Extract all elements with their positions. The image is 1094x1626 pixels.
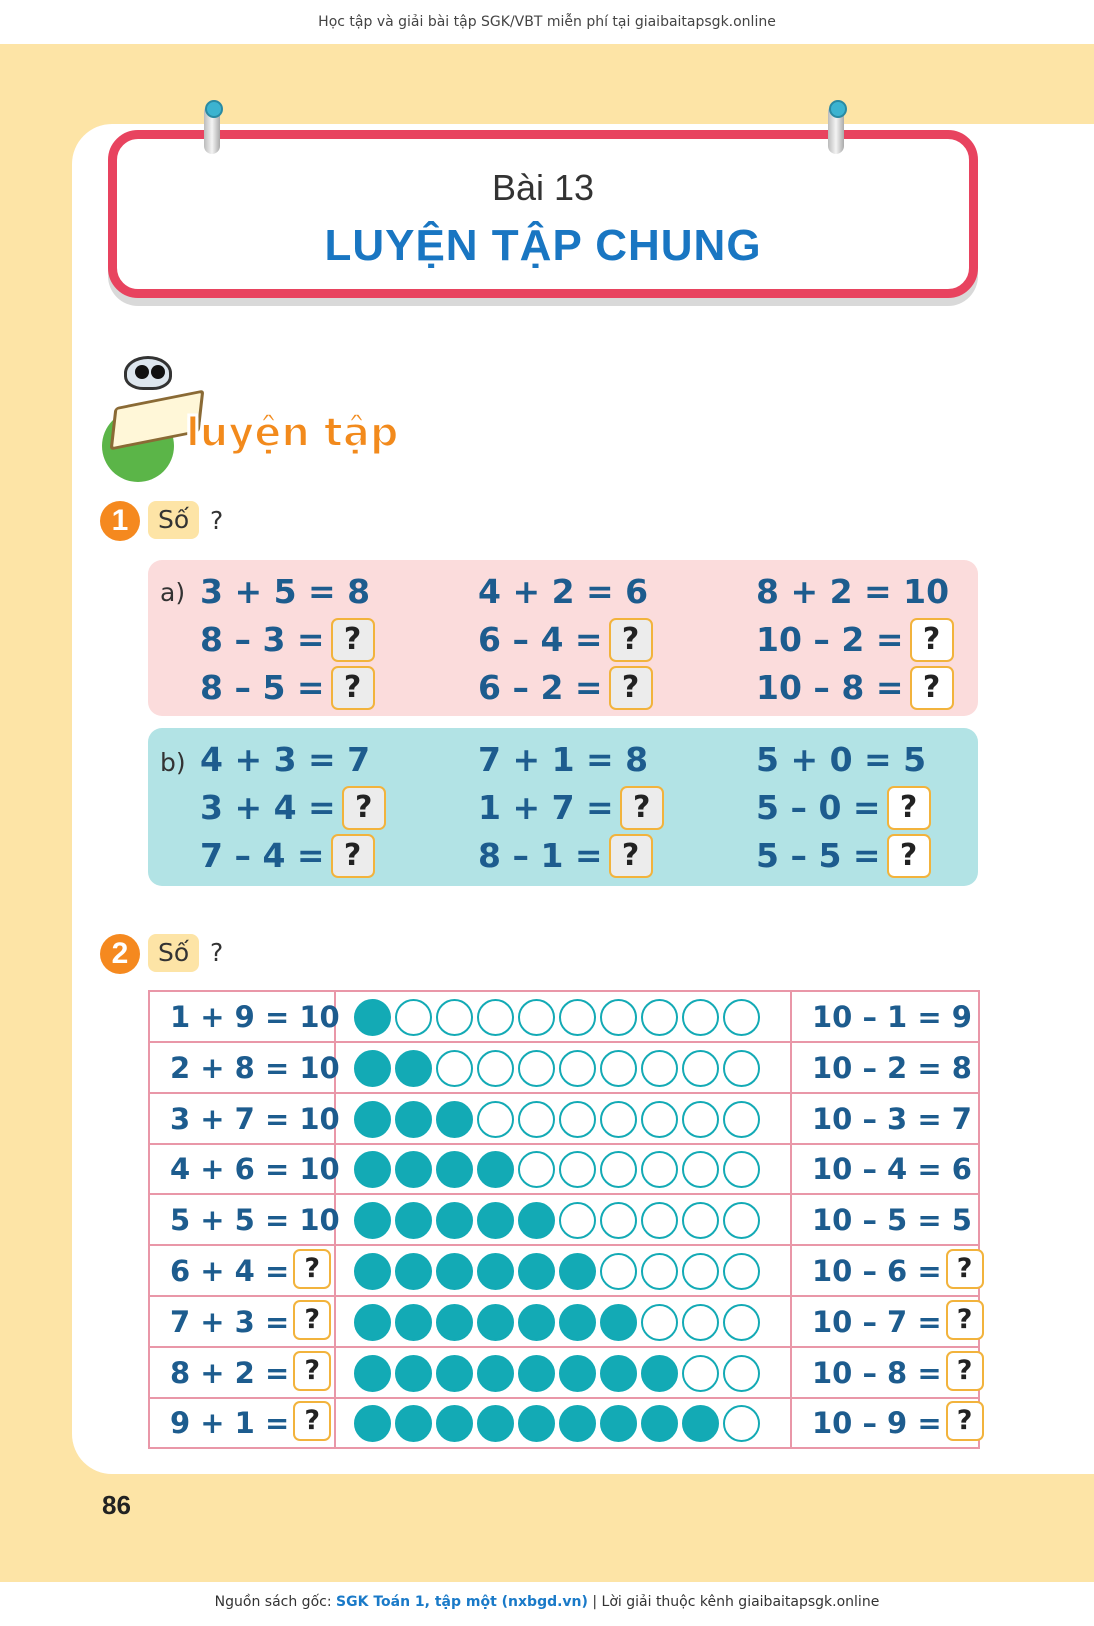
table-row xyxy=(150,1398,978,1449)
empty-dot-icon xyxy=(559,1202,596,1239)
empty-dot-icon xyxy=(559,1050,596,1087)
answer-box[interactable]: ? xyxy=(887,786,931,830)
table-row xyxy=(150,1348,978,1399)
equation-text: 8 – 5 = xyxy=(200,668,325,707)
subtraction-text: 10 – 8 = xyxy=(812,1355,942,1390)
empty-dot-icon xyxy=(723,1304,760,1341)
dots-cell xyxy=(336,1043,792,1092)
equation xyxy=(200,834,375,878)
dots-cell xyxy=(336,1094,792,1143)
empty-dot-icon xyxy=(641,1151,678,1188)
subtraction-text: 10 – 2 = 8 xyxy=(812,1050,972,1085)
empty-dot-icon xyxy=(723,1151,760,1188)
dots-cell xyxy=(336,992,792,1041)
empty-dot-icon xyxy=(395,999,432,1036)
lesson-title: LUYỆN TẬP CHUNG xyxy=(324,221,762,270)
subtraction-text: 10 – 3 = 7 xyxy=(812,1101,972,1136)
filled-dot-icon xyxy=(436,1253,473,1290)
empty-dot-icon xyxy=(518,1050,555,1087)
binder-ring-icon xyxy=(204,104,220,154)
empty-dot-icon xyxy=(682,1050,719,1087)
equation xyxy=(478,834,653,878)
empty-dot-icon xyxy=(723,1101,760,1138)
filled-dot-icon xyxy=(600,1405,637,1442)
binder-ring-icon xyxy=(828,104,844,154)
filled-dot-icon xyxy=(682,1405,719,1442)
answer-box[interactable]: ? xyxy=(609,834,653,878)
answer-box[interactable]: ? xyxy=(331,834,375,878)
addition-cell xyxy=(150,1094,340,1143)
empty-dot-icon xyxy=(559,1101,596,1138)
addition-cell xyxy=(150,1297,336,1346)
empty-dot-icon xyxy=(682,1101,719,1138)
answer-box[interactable]: ? xyxy=(342,786,386,830)
filled-dot-icon xyxy=(518,1405,555,1442)
table-row xyxy=(150,1094,978,1145)
filled-dot-icon xyxy=(436,1355,473,1392)
exercise1-part-b xyxy=(148,728,978,886)
filled-dot-icon xyxy=(518,1304,555,1341)
table-row xyxy=(150,1144,978,1195)
section-label: luyện tập xyxy=(186,410,399,456)
answer-box[interactable]: ? xyxy=(293,1401,331,1441)
empty-dot-icon xyxy=(641,1101,678,1138)
empty-dot-icon xyxy=(723,1253,760,1290)
addition-text: 1 + 9 = 10 xyxy=(170,1000,340,1034)
filled-dot-icon xyxy=(354,1101,391,1138)
empty-dot-icon xyxy=(682,1304,719,1341)
equation-text: 6 – 4 = xyxy=(478,620,603,659)
dots-cell xyxy=(336,1398,792,1449)
equation-text: 7 – 4 = xyxy=(200,836,325,875)
filled-dot-icon xyxy=(354,1304,391,1341)
answer-box[interactable]: ? xyxy=(609,666,653,710)
equation-text: 3 + 5 = 8 xyxy=(200,572,371,611)
filled-dot-icon xyxy=(436,1405,473,1442)
filled-dot-icon xyxy=(477,1151,514,1188)
addition-text: 5 + 5 = 10 xyxy=(170,1203,340,1238)
equation-text: 5 + 0 = 5 xyxy=(756,740,927,779)
equation-text: 5 – 5 = xyxy=(756,836,881,875)
filled-dot-icon xyxy=(559,1355,596,1392)
subtraction-text: 10 – 5 = 5 xyxy=(812,1203,972,1238)
filled-dot-icon xyxy=(477,1405,514,1442)
exercise-question-mark: ? xyxy=(210,506,224,535)
filled-dot-icon xyxy=(436,1151,473,1188)
equation xyxy=(756,618,954,662)
addition-text: 4 + 6 = 10 xyxy=(170,1152,340,1187)
filled-dot-icon xyxy=(354,1050,391,1087)
equation xyxy=(200,786,386,830)
subtraction-text: 10 – 1 = 9 xyxy=(812,1000,972,1034)
addition-cell xyxy=(150,1195,340,1244)
part-label: b) xyxy=(160,748,186,777)
header-note: Học tập và giải bài tập SGK/VBT miễn phí tại giaibaitapsgk.online xyxy=(318,14,776,30)
empty-dot-icon xyxy=(641,1202,678,1239)
filled-dot-icon xyxy=(395,1202,432,1239)
answer-box[interactable]: ? xyxy=(887,834,931,878)
equation xyxy=(756,666,954,710)
exercise-tag: Số xyxy=(148,934,199,972)
subtraction-cell xyxy=(792,1043,978,1092)
dots-cell xyxy=(336,1297,792,1346)
empty-dot-icon xyxy=(518,1151,555,1188)
addition-text: 8 + 2 = xyxy=(170,1355,290,1390)
subtraction-cell xyxy=(792,1297,978,1346)
filled-dot-icon xyxy=(395,1405,432,1442)
filled-dot-icon xyxy=(354,1405,391,1442)
answer-box[interactable]: ? xyxy=(910,618,954,662)
subtraction-cell xyxy=(792,1398,978,1449)
addition-cell xyxy=(150,1348,336,1397)
empty-dot-icon xyxy=(723,1405,760,1442)
footer-prefix: Nguồn sách gốc: xyxy=(214,1594,337,1610)
empty-dot-icon xyxy=(682,999,719,1036)
subtraction-text: 10 – 7 = xyxy=(812,1304,942,1339)
filled-dot-icon xyxy=(559,1304,596,1341)
robot-mascot-icon xyxy=(124,356,172,390)
equation-text: 3 + 4 = xyxy=(200,788,336,827)
number-bond-table xyxy=(148,990,980,1449)
filled-dot-icon xyxy=(477,1355,514,1392)
equation xyxy=(478,666,653,710)
filled-dot-icon xyxy=(477,1304,514,1341)
filled-dot-icon xyxy=(641,1355,678,1392)
empty-dot-icon xyxy=(682,1355,719,1392)
filled-dot-icon xyxy=(600,1304,637,1341)
empty-dot-icon xyxy=(600,999,637,1036)
subtraction-text: 10 – 4 = 6 xyxy=(812,1152,972,1187)
answer-box[interactable]: ? xyxy=(946,1351,984,1391)
subtraction-cell xyxy=(792,1144,978,1193)
equation-text: 1 + 7 = xyxy=(478,788,614,827)
answer-box[interactable]: ? xyxy=(293,1351,331,1391)
equation xyxy=(200,618,375,662)
footer-suffix: | Lời giải thuộc kênh giaibaitapsgk.online xyxy=(587,1594,880,1610)
dots-cell xyxy=(336,1246,792,1295)
filled-dot-icon xyxy=(559,1405,596,1442)
addition-text: 7 + 3 = xyxy=(170,1304,290,1339)
equation-text: 5 – 0 = xyxy=(756,788,881,827)
addition-cell xyxy=(150,1246,336,1295)
filled-dot-icon xyxy=(395,1101,432,1138)
subtraction-text: 10 – 6 = xyxy=(812,1254,942,1288)
empty-dot-icon xyxy=(477,999,514,1036)
addition-text: 6 + 4 = xyxy=(170,1254,290,1288)
equation xyxy=(200,738,370,782)
filled-dot-icon xyxy=(395,1355,432,1392)
page-number: 86 xyxy=(102,1490,131,1520)
addition-cell xyxy=(150,1398,336,1449)
dots-cell xyxy=(336,1144,792,1193)
empty-dot-icon xyxy=(477,1101,514,1138)
filled-dot-icon xyxy=(395,1151,432,1188)
answer-box[interactable]: ? xyxy=(946,1249,984,1289)
subtraction-cell xyxy=(792,1348,978,1397)
empty-dot-icon xyxy=(641,1253,678,1290)
answer-box[interactable]: ? xyxy=(609,618,653,662)
subtraction-text: 10 – 9 = xyxy=(812,1406,942,1441)
empty-dot-icon xyxy=(436,1050,473,1087)
part-label: a) xyxy=(160,578,186,607)
filled-dot-icon xyxy=(518,1355,555,1392)
empty-dot-icon xyxy=(600,1050,637,1087)
addition-text: 3 + 7 = 10 xyxy=(170,1101,340,1136)
empty-dot-icon xyxy=(641,1050,678,1087)
filled-dot-icon xyxy=(477,1253,514,1290)
equation-text: 8 – 1 = xyxy=(478,836,603,875)
equation-text: 4 + 2 = 6 xyxy=(478,572,649,611)
exercise1-part-a xyxy=(148,560,978,716)
empty-dot-icon xyxy=(600,1202,637,1239)
empty-dot-icon xyxy=(641,1304,678,1341)
answer-box[interactable]: ? xyxy=(620,786,664,830)
empty-dot-icon xyxy=(600,1151,637,1188)
empty-dot-icon xyxy=(559,999,596,1036)
empty-dot-icon xyxy=(518,1101,555,1138)
empty-dot-icon xyxy=(723,1050,760,1087)
equation-text: 7 + 1 = 8 xyxy=(478,740,649,779)
subtraction-cell xyxy=(792,992,978,1041)
filled-dot-icon xyxy=(436,1202,473,1239)
dots-cell xyxy=(336,1348,792,1397)
footer-note xyxy=(0,1594,1094,1610)
filled-dot-icon xyxy=(436,1304,473,1341)
filled-dot-icon xyxy=(354,1355,391,1392)
answer-box[interactable]: ? xyxy=(331,618,375,662)
empty-dot-icon xyxy=(600,1101,637,1138)
filled-dot-icon xyxy=(600,1355,637,1392)
answer-box[interactable]: ? xyxy=(293,1300,331,1340)
empty-dot-icon xyxy=(559,1151,596,1188)
filled-dot-icon xyxy=(518,1202,555,1239)
answer-box[interactable]: ? xyxy=(946,1401,984,1441)
addition-cell xyxy=(150,1144,340,1193)
empty-dot-icon xyxy=(682,1151,719,1188)
empty-dot-icon xyxy=(436,999,473,1036)
answer-box[interactable]: ? xyxy=(293,1249,331,1289)
equation xyxy=(478,738,648,782)
addition-text: 2 + 8 = 10 xyxy=(170,1050,340,1085)
equation-text: 10 – 2 = xyxy=(756,620,904,659)
equation xyxy=(478,570,648,614)
equation-text: 8 – 3 = xyxy=(200,620,325,659)
filled-dot-icon xyxy=(395,1304,432,1341)
empty-dot-icon xyxy=(682,1202,719,1239)
table-row xyxy=(150,1043,978,1094)
table-row xyxy=(150,1195,978,1246)
equation-text: 4 + 3 = 7 xyxy=(200,740,371,779)
empty-dot-icon xyxy=(723,1355,760,1392)
empty-dot-icon xyxy=(723,1202,760,1239)
equation-text: 8 + 2 = 10 xyxy=(756,572,950,611)
equation-text: 6 – 2 = xyxy=(478,668,603,707)
empty-dot-icon xyxy=(682,1253,719,1290)
filled-dot-icon xyxy=(354,1151,391,1188)
filled-dot-icon xyxy=(559,1253,596,1290)
equation xyxy=(756,570,949,614)
subtraction-cell xyxy=(792,1094,978,1143)
empty-dot-icon xyxy=(477,1050,514,1087)
equation xyxy=(478,618,653,662)
table-row xyxy=(150,1246,978,1297)
filled-dot-icon xyxy=(395,1253,432,1290)
empty-dot-icon xyxy=(723,999,760,1036)
filled-dot-icon xyxy=(477,1202,514,1239)
equation-text: 10 – 8 = xyxy=(756,668,904,707)
exercise-number: 1 xyxy=(100,501,140,541)
table-row xyxy=(150,1297,978,1348)
empty-dot-icon xyxy=(641,999,678,1036)
footer-source-link[interactable]: SGK Toán 1, tập một (nxbgd.vn) xyxy=(336,1594,588,1610)
filled-dot-icon xyxy=(354,1253,391,1290)
filled-dot-icon xyxy=(436,1101,473,1138)
addition-cell xyxy=(150,992,340,1041)
empty-dot-icon xyxy=(518,999,555,1036)
addition-cell xyxy=(150,1043,340,1092)
subtraction-cell xyxy=(792,1246,978,1295)
exercise-tag: Số xyxy=(148,501,199,539)
answer-box[interactable]: ? xyxy=(946,1300,984,1340)
dots-cell xyxy=(336,1195,792,1244)
table-row xyxy=(150,992,978,1043)
filled-dot-icon xyxy=(518,1253,555,1290)
exercise-number: 2 xyxy=(100,934,140,974)
answer-box[interactable]: ? xyxy=(331,666,375,710)
filled-dot-icon xyxy=(354,999,391,1036)
filled-dot-icon xyxy=(395,1050,432,1087)
lesson-title-box xyxy=(108,130,978,298)
addition-text: 9 + 1 = xyxy=(170,1406,290,1441)
equation xyxy=(200,570,370,614)
equation xyxy=(200,666,375,710)
equation xyxy=(756,834,931,878)
lesson-number: Bài 13 xyxy=(491,167,595,208)
exercise-question-mark: ? xyxy=(210,938,224,967)
subtraction-cell xyxy=(792,1195,978,1244)
equation xyxy=(756,738,926,782)
filled-dot-icon xyxy=(354,1202,391,1239)
equation xyxy=(478,786,664,830)
equation xyxy=(756,786,931,830)
answer-box[interactable]: ? xyxy=(910,666,954,710)
filled-dot-icon xyxy=(641,1405,678,1442)
empty-dot-icon xyxy=(600,1253,637,1290)
